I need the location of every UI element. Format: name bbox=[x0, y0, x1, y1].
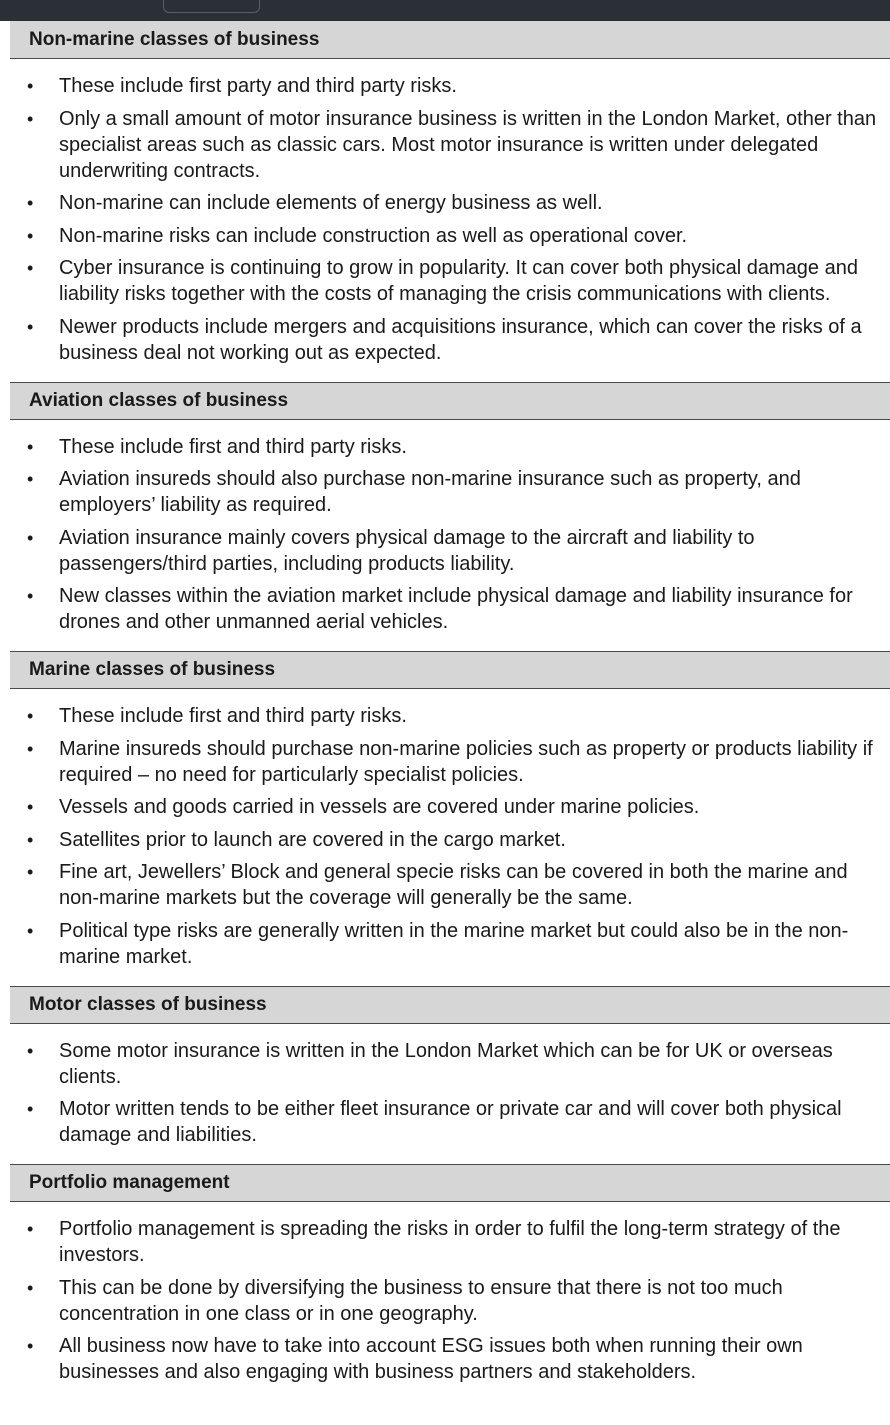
bullet-icon: • bbox=[27, 76, 34, 96]
bullet-icon: • bbox=[27, 193, 34, 213]
bullet-list-marine bbox=[10, 689, 890, 986]
list-item: • Marine insureds should purchase non-marine policies such as property or products liability if required – no need for particularly specialist policies. bbox=[27, 737, 873, 786]
bullet-icon: • bbox=[27, 1277, 34, 1298]
list-item: • All business now have to take into account ESG issues both when running their own businesses and also engaging with business partners and stakeholders. bbox=[27, 1335, 803, 1383]
list-item: • Vessels and goods carried in vessels are covered under marine policies. bbox=[27, 796, 700, 818]
section-heading-motor: Motor classes of business bbox=[10, 986, 890, 1024]
list-item: • Non-marine can include elements of energy business as well. bbox=[27, 192, 603, 214]
bullet-icon: • bbox=[27, 586, 34, 606]
bullet-icon: • bbox=[27, 1336, 34, 1356]
list-item: • Newer products include mergers and acquisitions insurance, which can cover the risks of a business deal not working out as expected. bbox=[27, 315, 862, 364]
list-item: • New classes within the aviation market include physical damage and liability insurance for drones and other unmanned aerial vehicles. bbox=[27, 585, 853, 633]
bullet-icon: • bbox=[27, 1099, 34, 1119]
bullet-icon: • bbox=[27, 829, 34, 850]
list-item: • Portfolio management is spreading the risks in order to fulfil the long-term strategy of the investors. bbox=[27, 1218, 841, 1266]
list-item: • Only a small amount of motor insurance business is written in the London Market, other than specialist areas such as classic cars. Most motor insurance is written under delegated underwriting contracts. bbox=[27, 107, 877, 182]
window-tab[interactable] bbox=[163, 0, 260, 13]
bullet-icon: • bbox=[27, 1219, 34, 1239]
bullet-icon: • bbox=[27, 527, 34, 548]
bullet-icon: • bbox=[27, 469, 34, 489]
bullet-icon: • bbox=[27, 920, 34, 941]
bullet-icon: • bbox=[27, 108, 34, 129]
list-item: • Aviation insurance mainly covers physical damage to the aircraft and liability to passengers/third parties, including products liability. bbox=[27, 526, 755, 575]
bullet-icon: • bbox=[27, 316, 34, 337]
bullet-icon: • bbox=[27, 258, 34, 278]
section-heading-marine: Marine classes of business bbox=[10, 651, 890, 689]
section-heading-non-marine: Non-marine classes of business bbox=[10, 21, 890, 59]
list-item: • Non-marine risks can include construction as well as operational cover. bbox=[27, 224, 688, 247]
bullet-list-non-marine bbox=[10, 59, 890, 382]
bullet-icon: • bbox=[27, 706, 34, 726]
section-heading-aviation: Aviation classes of business bbox=[10, 382, 890, 420]
list-item: • Fine art, Jewellers’ Block and general specie risks can be covered in both the marine and non-marine markets but the coverage will generally be the same. bbox=[27, 861, 848, 909]
bullet-list-motor bbox=[10, 1024, 890, 1165]
document-content bbox=[10, 21, 890, 1401]
bullet-list-portfolio bbox=[10, 1202, 890, 1401]
bullet-icon: • bbox=[27, 436, 34, 457]
list-item: • Satellites prior to launch are covered in the cargo market. bbox=[27, 828, 566, 851]
bullet-icon: • bbox=[27, 738, 34, 759]
list-item: • Some motor insurance is written in the London Market which can be for UK or overseas clients. bbox=[27, 1039, 833, 1088]
bullet-icon: • bbox=[27, 862, 34, 882]
list-item: • Cyber insurance is continuing to grow in popularity. It can cover both physical damage and liability risks together with the costs of managing the crisis communications with clients. bbox=[27, 257, 858, 305]
list-item: • These include first party and third party risks. bbox=[27, 75, 457, 97]
section-heading-portfolio: Portfolio management bbox=[10, 1164, 890, 1202]
list-item: • Motor written tends to be either fleet insurance or private car and will cover both physical damage and liabilities. bbox=[27, 1098, 842, 1146]
bullet-icon: • bbox=[27, 225, 34, 246]
list-item: • These include first and third party risks. bbox=[27, 705, 407, 727]
bullet-icon: • bbox=[27, 1040, 34, 1061]
bullet-list-aviation bbox=[10, 420, 890, 652]
window-top-bar bbox=[0, 0, 890, 21]
list-item: • This can be done by diversifying the business to ensure that there is not too much concentration in one class or in one geography. bbox=[27, 1276, 783, 1325]
list-item: • These include first and third party risks. bbox=[27, 435, 407, 458]
list-item: • Aviation insureds should also purchase non-marine insurance such as property, and employers’ liability as required. bbox=[27, 468, 801, 516]
list-item: • Political type risks are generally written in the marine market but could also be in the non-marine market. bbox=[27, 919, 849, 968]
bullet-icon: • bbox=[27, 797, 34, 817]
